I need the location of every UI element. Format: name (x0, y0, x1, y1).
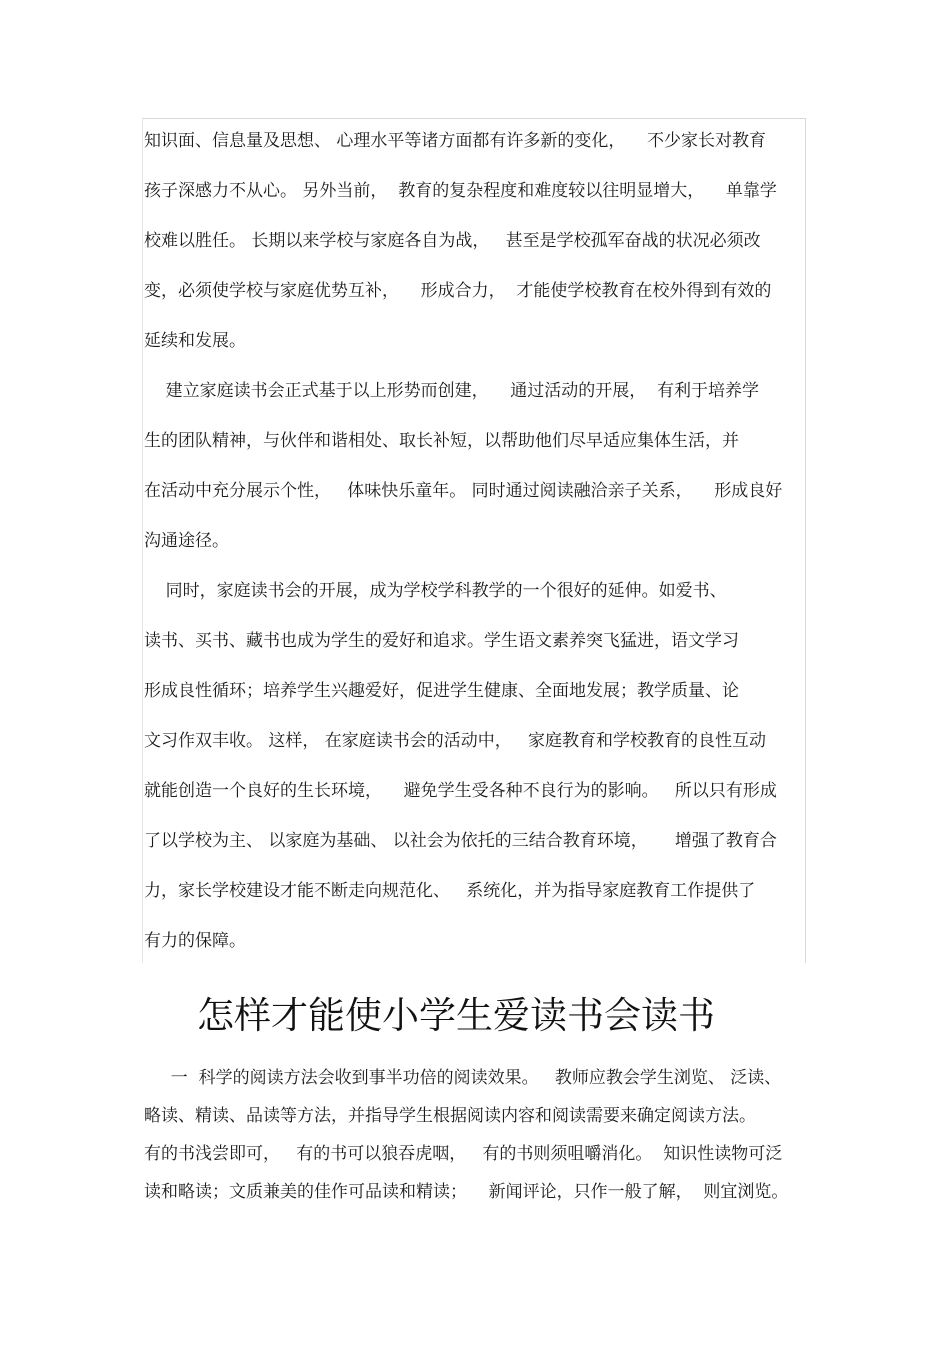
paragraph-line: 校难以胜任。 长期以来学校与家庭各自为战， 甚至是学校孤军奋战的状况必须改 (144, 231, 761, 251)
paragraph-line: 变，必须使学校与家庭优势互补， 形成合力， 才能使学校教育在校外得到有效的 (144, 281, 772, 301)
paragraph-line: 同时，家庭读书会的开展，成为学校学科教学的一个很好的延伸。如爱书、 (144, 581, 727, 601)
paragraph-line: 读书、买书、藏书也成为学生的爱好和追求。学生语文素养突飞猛进，语文学习 (144, 631, 739, 651)
paragraph-line: 读和略读；文质兼美的佳作可品读和精读； 新闻评论，只作一般了解， 则宜浏览。 (144, 1182, 789, 1202)
paragraph-line: 一 科学的阅读方法会收到事半功倍的阅读效果。 教师应教会学生浏览、 泛读、 (160, 1068, 782, 1088)
article-title: 怎样才能使小学生爱读书会读书 (197, 994, 715, 1037)
paragraph-line: 文习作双丰收。 这样， 在家庭读书会的活动中， 家庭教育和学校教育的良性互动 (144, 731, 767, 751)
paragraph-line: 在活动中充分展示个性， 体味快乐童年。 同时通过阅读融洽亲子关系， 形成良好 (144, 481, 783, 501)
paragraph-line: 生的团队精神，与伙伴和谐相处、取长补短，以帮助他们尽早适应集体生活，并 (144, 431, 739, 451)
paragraph-line: 知识面、信息量及思想、 心理水平等诸方面都有许多新的变化， 不少家长对教育 (144, 131, 767, 151)
paragraph-line: 就能创造一个良好的生长环境， 避免学生受各种不良行为的影响。 所以只有形成 (144, 781, 777, 801)
paragraph-line: 略读、精读、品读等方法，并指导学生根据阅读内容和阅读需要来确定阅读方法。 (144, 1106, 756, 1126)
paragraph-line: 孩子深感力不从心。 另外当前， 教育的复杂程度和难度较以往明显增大， 单靠学 (144, 181, 777, 201)
paragraph-line: 沟通途径。 (144, 531, 229, 551)
paragraph-line: 建立家庭读书会正式基于以上形势而创建， 通过活动的开展， 有利于培养学 (144, 381, 760, 401)
paragraph-line: 力，家长学校建设才能不断走向规范化、 系统化，并为指导家庭教育工作提供了 (144, 881, 756, 901)
paragraph-line: 有力的保障。 (144, 931, 246, 951)
paragraph-line: 了以学校为主、 以家庭为基础、 以社会为依托的三结合教育环境， 增强了教育合 (144, 831, 777, 851)
paragraph-line: 延续和发展。 (144, 331, 246, 351)
paragraph-line: 形成良性循环；培养学生兴趣爱好，促进学生健康、全面地发展；教学质量、论 (144, 681, 739, 701)
paragraph-line: 有的书浅尝即可， 有的书可以狼吞虎咽， 有的书则须咀嚼消化。 知识性读物可泛 (144, 1144, 783, 1164)
